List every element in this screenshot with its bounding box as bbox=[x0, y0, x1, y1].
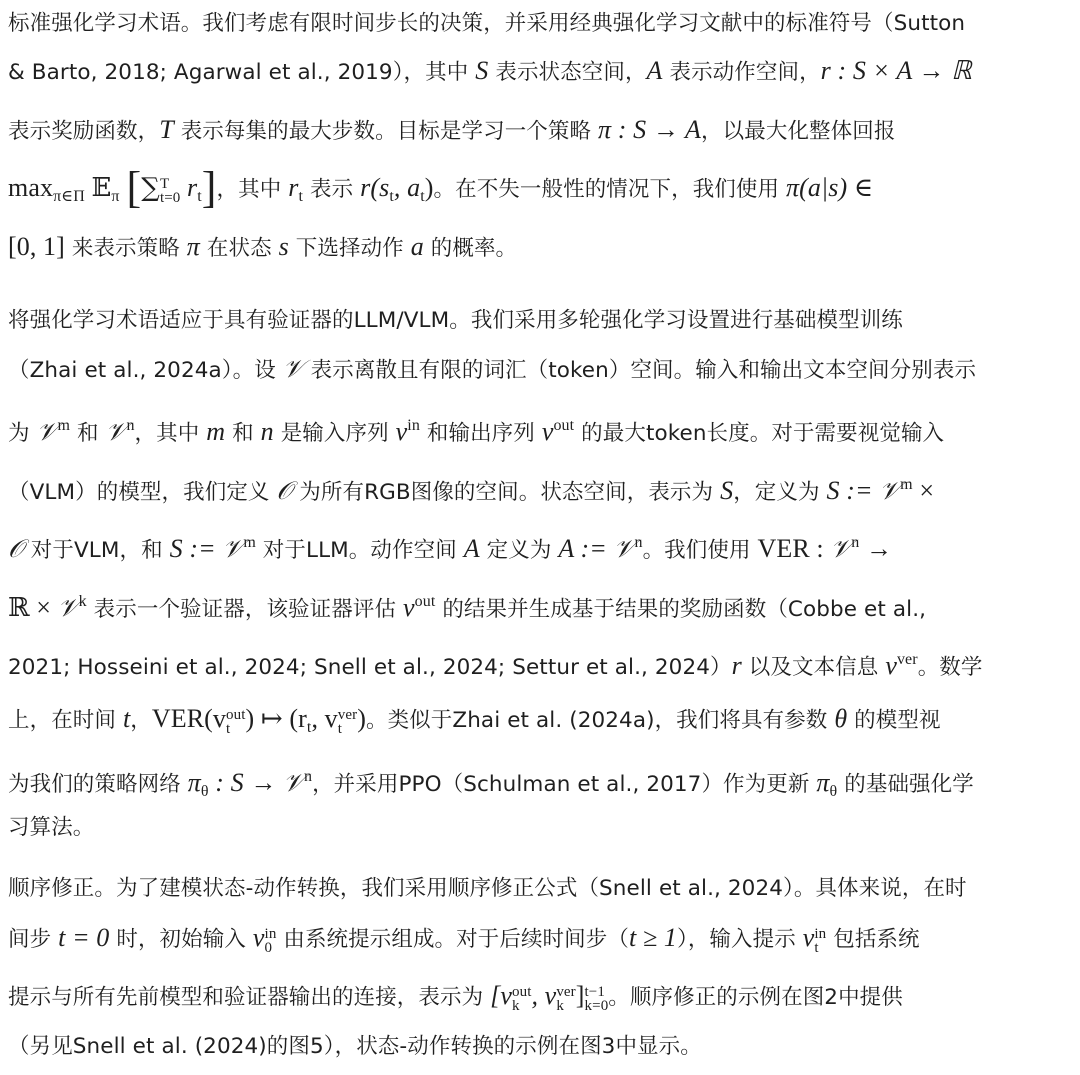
text-line: 顺序修正。为了建模状态-动作转换，我们采用顺序修正公式（Snell et al., 2024）。具体来说，在时 bbox=[8, 876, 967, 901]
text-line: （VLM）的模型，我们定义 𝒪 为所有RGB图像的空间。状态空间，表示为 S，定义为 S := 𝒱$^m$ × bbox=[8, 476, 935, 505]
text-line: 2021; Hosseini et al., 2024; Snell et al., 2024; Settur et al., 2024）r 以及文本信息 $v^{ver}$。数学 bbox=[8, 651, 983, 680]
text-line: $\max_{\pi\in\Pi}$ 𝔼$_\pi$ [∑ T t=0 $r_t$]，其中 $r_t$ 表示 $r(s_t$, $a_t$)。在不失一般性的情况下，我们使用 π(a|s) ∈ bbox=[8, 163, 874, 212]
text-line: 𝒪 对于VLM，和 S := 𝒱$^m$ 对于LLM。动作空间 A 定义为 A := 𝒱$^n$。我们使用 VER : 𝒱$^n$ → bbox=[8, 534, 893, 563]
text-line: [0, 1] 来表示策略 π 在状态 s 下选择动作 a 的概率。 bbox=[8, 232, 518, 261]
text-line: ℝ × 𝒱$^k$ 表示一个验证器，该验证器评估 $v^{out}$ 的结果并生成基于结果的奖励函数（Cobbe et al., bbox=[8, 593, 927, 622]
text-line: 提示与所有先前模型和验证器输出的连接，表示为 [v out k , v ver k ] t−1 k=0 。顺序修正的示例在图2中提供 bbox=[8, 981, 903, 1014]
text-line: （Zhai et al., 2024a）。设 𝒱 表示离散且有限的词汇（token）空间。输入和输出文本空间分别表示 bbox=[8, 354, 977, 383]
text-line: 习算法。 bbox=[8, 815, 95, 840]
text-line: 标准强化学习术语。我们考虑有限时间步长的决策，并采用经典强化学习文献中的标准符号（Sutton bbox=[8, 11, 966, 36]
text-line: （另见Snell et al. (2024)的图5），状态-动作转换的示例在图3中显示。 bbox=[8, 1034, 702, 1059]
text-line: 表示奖励函数，T 表示每集的最大步数。目标是学习一个策略 π : S → A，以最大化整体回报 bbox=[8, 115, 896, 144]
text-line: 为 𝒱$^m$ 和 𝒱$^n$，其中 m 和 n 是输入序列 $v^{in}$ 和输出序列 $v^{out}$ 的最大token长度。对于需要视觉输入 bbox=[8, 417, 945, 446]
text-line: 上，在时间 t，VER(v out t ) ↦ ($r_t$, v ver t )。类似于Zhai et al. (2024a)，我们将具有参数 θ 的模型视 bbox=[8, 704, 941, 737]
text-line: & Barto, 2018; Agarwal et al., 2019），其中 S 表示状态空间，A 表示动作空间，r : S × A → ℝ bbox=[8, 56, 972, 85]
text-line: 为我们的策略网络 $\pi_\theta$ : S → 𝒱$^n$，并采用PPO（Schulman et al., 2017）作为更新 $\pi_\theta$ 的基础强化学 bbox=[8, 768, 974, 800]
text-line: 间步 t = 0 时，初始输入 v in 0 由系统提示组成。对于后续时间步（t ≥ 1），输入提示 v in t 包括系统 bbox=[8, 923, 920, 956]
text-line: 将强化学习术语适应于具有验证器的LLM/VLM。我们采用多轮强化学习设置进行基础模型训练 bbox=[8, 308, 903, 333]
